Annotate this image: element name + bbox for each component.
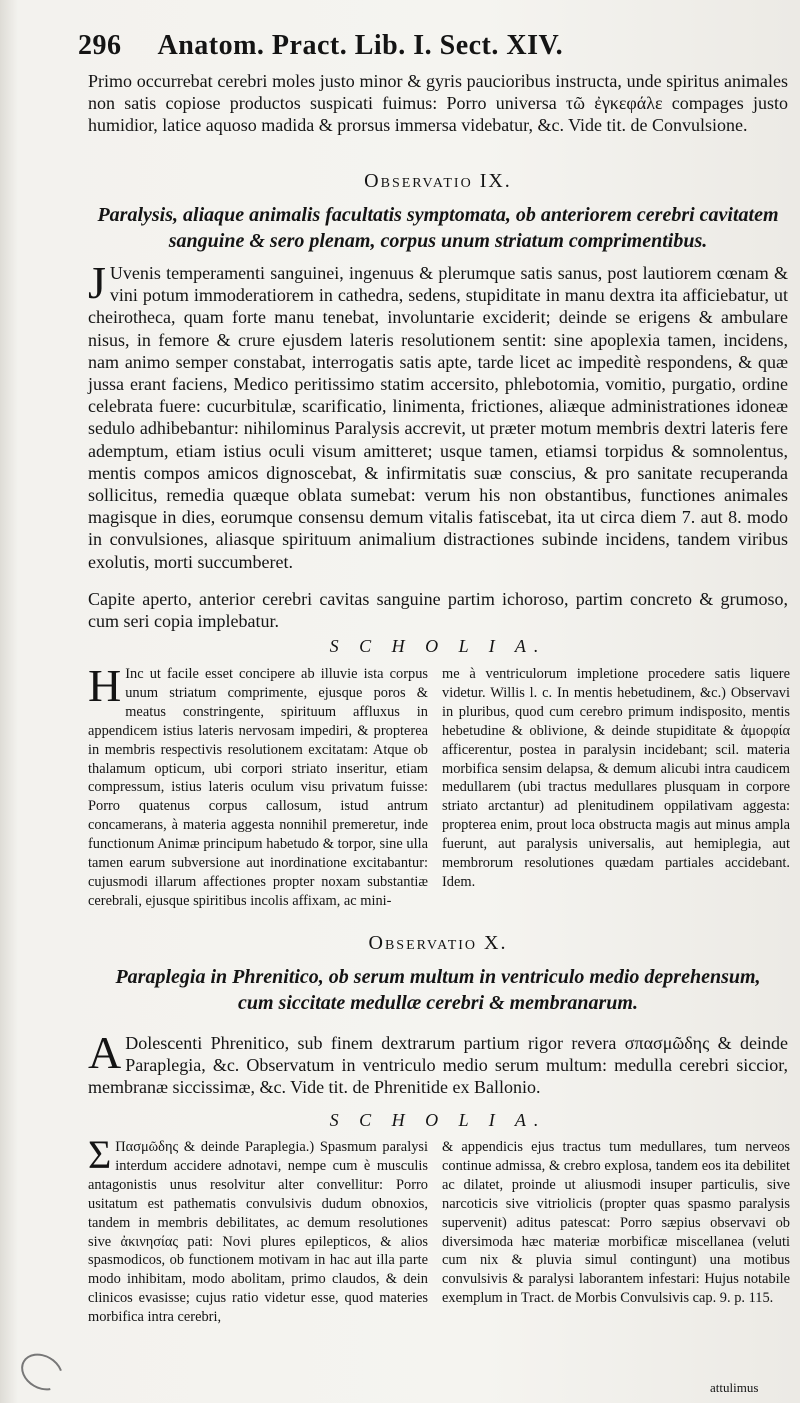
catchword: attulimus [710, 1380, 759, 1395]
scholia-1-heading: S C H O L I A. [329, 636, 547, 656]
ink-mark-decoration [14, 1346, 69, 1397]
observatio-x-text: Dolescenti Phrenitico, sub finem dextrarum partium rigor revera σπασμῶδης & deinde Paraplegia, &c. Observatum in ventriculo medio serum multum: medulla cerebri siccior, membranæ siccissimæ, &c. Vide tit. de Phrenitide ex Ballonio. [88, 1033, 788, 1098]
scholia-2-heading: S C H O L I A. [329, 1110, 547, 1130]
observatio-x-heading: Observatio X. [368, 932, 508, 954]
observatio-x-dropcap: A [88, 1027, 122, 1078]
scholia-1-left-column [88, 660, 428, 911]
running-header [78, 30, 778, 62]
scholia-2-right-column: & appendicis ejus tractus tum medullares, tum nerveos continue admissa, & crebro explosa, tandem eos ita debilitet ac dilatet, proinde ut aliusmodi insuper particulis, sive narcoticis sive vitriolicis (propter quas spasmo paralysis supervenit) aditus patescat: Porro sæpius observavi ob diversimoda hæc materiæ morbificæ miscellanea (veluti cum nix & pluvia simul contingunt) una motibus convulsivis & paralysi laborantem infestari: Hujus notabile exemplum in Tract. de Morbis Convulsivis cap. 9. p. 115. [442, 1139, 790, 1307]
scholia-1-right-column: me à ventriculorum impletione procedere satis liquere videtur. Willis l. c. In mentis hebetudinem, &c.) Observavi in pluribus, quod cum cerebro primum indisposito, mentis hebetudine & oblivione, & deinde stupiditate & ἀμορφία afficerentur, postea in paralysin incidebant; scil. materia morbifica sensim delapsa, & demum alicubi intra caudicem medullarem (ubi tractus medullares plusquam in corpore striato arctantur) ad plenitudinem oppilativam aggesta: propterea enim, prout loca obstructa magis aut minus ampla fuerunt, aut paralysis universalis, aut hemiplegia, aut membrorum resolutiones quædam partiales accidebant. Idem. [442, 666, 790, 890]
observatio-ix-text: Uvenis temperamenti sanguinei, ingenuus & plerumque satis sanus, post lautiorem cœnam & vini potum immoderatiorem in cathedra, sedens, stupiditate in manu dextra ita afficiebatur, ut cheirotheca, quam forte manu tenebat, involuntarie exciderit; deinde se erigens & ambulare nisus, in femore & crure ejusdem lateris resolutionem sentit: sine apoplexia tamen, incidens, nam animo semper constabat, interrogatis satis apte, tarde licet ac impeditè respondens, & quæ jussa erant faciens, Medico peritissimo statim accersito, phlebotomia, vomitio, purgatio, ordine celebrata fuere: cucurbitulæ, scarificatio, linimenta, frictiones, aliæque administrationes idoneæ sedulo adhibebantur: nihilominus Paralysis accrevit, ut præter motum membris dextri lateris fere ademptum, etiam istius oculi visum amitteret; usque tamen, etiamsi torpidus & somnolentus, mentis compos amicos dignoscebat, & infirmitatis suæ conscius, & pro sanitate recuperanda sollicitus, remedia quæque oblata sumebat: verum his non obstantibus, functiones animales magisque in dies, eorumque consensu demum vitalis fatiscebat, ita ut circa diem 7. aut 8. modo in convulsiones, aliasque spirituum animalium distractiones subinde incidens, tandem viribus exolutis, morti succumberet. [88, 263, 788, 572]
scholia-2-dropcap: Σ [88, 1132, 112, 1177]
observatio-x-title-line2: cum siccitate medullæ cerebri & membranarum. [238, 992, 638, 1014]
page-number: 296 [78, 30, 122, 61]
observatio-ix-heading: Observatio IX. [364, 170, 512, 192]
running-title: Anatom. Pract. Lib. I. Sect. XIV. [157, 30, 564, 61]
observatio-ix-title-line2: sanguine & sero plenam, corpus unum striatum comprimentibus. [168, 230, 708, 252]
observatio-ix-body [88, 257, 788, 573]
observatio-x-title-line1: Paraplegia in Phrenitico, ob serum multum in ventriculo medio deprehensum, [115, 966, 761, 988]
scholia-1-left-text: Inc ut facile esset concipere ab illuvie ista corpus unum striatum comprimente, ejusque poros & meatus constringente, spirituum affluxus in appendicem istius lateris nervosam impediri, & propterea in membris respectivis resolutionem excitatam: Atque ob thalamum opticum, ubi corpori striato inseritur, etiam compressum, istius lateris oculum visu privatum fuisse: Porro quatenus corpus callosum, istud antrum concamerans, à materia aggesta nonnihil premeretur, inde functionum Animæ principum habetudo & torpor, sine ulla tamen earum subversione aut inordinatione excitabantur: cujusmodi illarum affectiones propter noxam substantiæ cerebrali, ejusque spiritibus incolis affixam, ac mini- [88, 666, 428, 909]
intro-paragraph: Primo occurrebat cerebri moles justo minor & gyris paucioribus instructa, unde spiritus animales non satis copiose productos suspicati fuimus: Porro universa τῶ ἐγκεφάλε compages justo humidior, latice aquoso madida & prorsus immersa videbatur, &c. Vide tit. de Convulsione. [88, 71, 788, 136]
observatio-ix-dropcap: J [88, 257, 106, 308]
observatio-ix-title [88, 202, 788, 254]
scholia-2-left-text: Πασμῶδης & deinde Paraplegia.) Spasmum paralysi interdum accidere adnotavi, nempe cum è musculis antagonistis unus resolvitur alter convellitur: Porro usitatum est pathematis convulsivis dudum obnoxios, tandem in membris debilitates, ac demum resolutiones sive ἀκινησίας pati: Novi plures epilepticos, & alios spasmodicos, ob functionem motivam in hac aut illa parte modo inhibitam, modo abolitam, primo claudos, & dein clinicos evasisse; cujus ratio videtur esse, quod materies morbifica intra cerebri, [88, 1139, 428, 1326]
scholia-1-dropcap: H [88, 660, 122, 711]
observatio-ix-title-line1: Paralysis, aliaque animalis facultatis symptomata, ob anteriorem cerebri cavitatem [97, 204, 779, 226]
observatio-x-title [88, 964, 788, 1016]
observatio-x-body [88, 1027, 788, 1099]
observatio-ix-autopsy: Capite aperto, anterior cerebri cavitas sanguine partim ichoroso, partim concreto & grumoso, cum seri copia implebatur. [88, 589, 788, 632]
scholia-2-left-column [88, 1132, 428, 1327]
